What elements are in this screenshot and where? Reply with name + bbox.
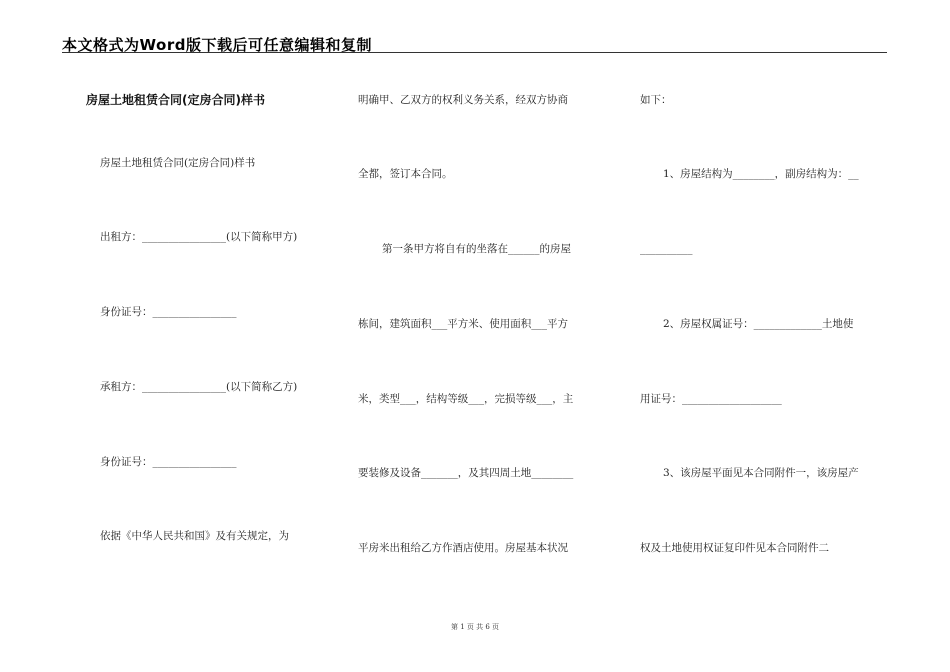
text-line: 明确甲、乙双方的权利义务关系，经双方协商: [358, 94, 568, 106]
document-title: 房屋土地租赁合同(定房合同)样书: [86, 93, 265, 107]
text-line: 权及土地使用权证复印件见本合同附件二: [640, 542, 829, 554]
text-line: 3、该房屋平面见本合同附件一，该房屋产: [663, 467, 859, 479]
text-line: 身份证号：________________: [100, 456, 237, 468]
text-line: 平房米出租给乙方作酒店使用。房屋基本状况: [358, 542, 568, 554]
header-divider: [62, 52, 887, 53]
text-line: 身份证号：________________: [100, 306, 237, 318]
text-line: 如下：: [640, 94, 672, 106]
text-line: 房屋土地租赁合同(定房合同)样书: [100, 157, 256, 169]
text-line: 全都，签订本合同。: [358, 168, 453, 180]
text-line: 1、房屋结构为________，副房结构为：__: [663, 168, 859, 180]
text-line: 第一条甲方将自有的坐落在______的房屋: [382, 243, 571, 255]
text-line: 出租方：________________(以下简称甲方): [100, 231, 298, 243]
text-line: 依据《中华人民共和国》及有关规定，为: [100, 530, 289, 542]
page-number-footer: 第 1 页 共 6 页: [450, 623, 500, 631]
document-header-title: 本文格式为Word版下载后可任意编辑和复制: [62, 36, 372, 54]
text-line: 米，类型___，结构等级___，完损等级___，主: [358, 393, 574, 405]
text-line: 栋间，建筑面积___平方米、使用面积___平方: [358, 318, 568, 330]
text-line: 要装修及设备_______，及其四周土地________: [358, 467, 574, 479]
text-line: __________: [640, 243, 693, 255]
text-line: 用证号：___________________: [640, 393, 782, 405]
text-line: 承租方：________________(以下简称乙方): [100, 381, 298, 393]
text-line: 2、房屋权属证号：_____________土地使: [663, 318, 854, 330]
